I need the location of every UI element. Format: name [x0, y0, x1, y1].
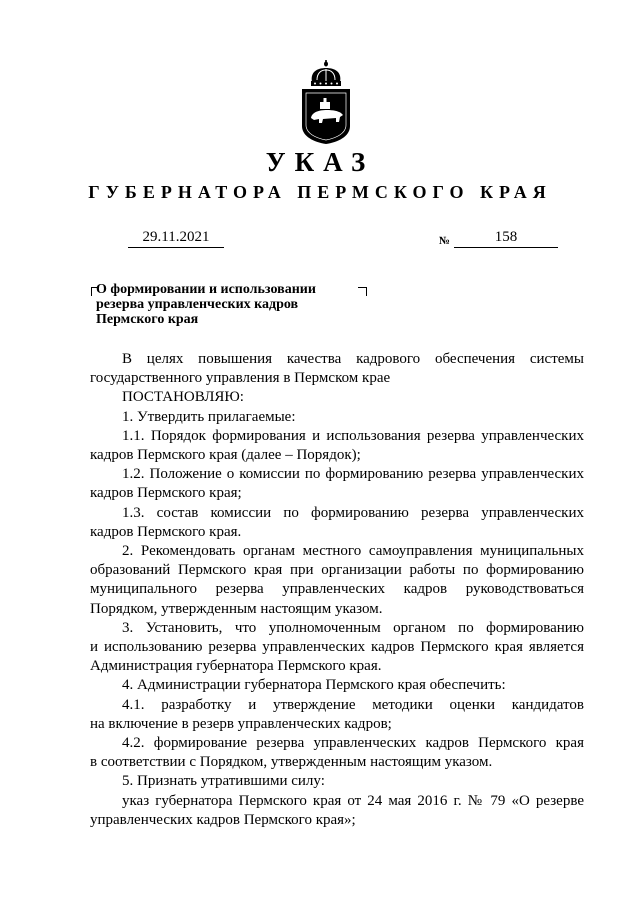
number-label: №	[439, 235, 451, 247]
paragraph-3-cont: и использованию резерва управленческих кадров Пермского края является	[90, 639, 584, 656]
paragraph-2-cont: муниципального резерва управленческих кадров руководствоваться	[90, 581, 584, 598]
paragraph-1-1: 1.1. Порядок формирования и использования резерва управленческих	[122, 427, 584, 444]
paragraph-1-2-cont: кадров Пермского края;	[90, 485, 242, 502]
paragraph-4-1-cont: на включение в резерв управленческих кадров;	[90, 715, 392, 732]
subject-line: О формировании и использовании	[96, 282, 316, 297]
paragraph-1-1-cont: кадров Пермского края (далее – Порядок);	[90, 447, 361, 464]
shield-icon	[302, 89, 350, 144]
subject-line: резерва управленческих кадров	[96, 297, 299, 312]
paragraph-1-2: 1.2. Положение о комиссии по формированию резерва управленческих	[122, 466, 584, 483]
intro-line: государственного управления в Пермском крае	[90, 370, 391, 387]
paragraph-4-2-cont: в соответствии с Порядком, утвержденным настоящим указом.	[90, 754, 493, 771]
intro-line: В целях повышения качества кадрового обеспечения системы	[122, 351, 584, 367]
paragraph-2-cont: Порядком, утвержденным настоящим указом.	[90, 600, 383, 617]
subject-corner-right	[358, 287, 367, 296]
coat-of-arms-emblem	[299, 60, 353, 144]
paragraph-5: 5. Признать утратившими силу:	[122, 773, 325, 790]
document-subtitle: ГУБЕРНАТОРА ПЕРМСКОГО КРАЯ	[88, 182, 552, 202]
document-number: 158	[454, 229, 558, 248]
paragraph-1-3-cont: кадров Пермского края.	[90, 523, 242, 540]
paragraph-4-1: 4.1. разработку и утверждение методики оценки кандидатов	[122, 696, 584, 713]
document-title: УКАЗ	[265, 147, 375, 177]
paragraph-5-1: указ губернатора Пермского края от 24 мая 2016 г. № 79 «О резерве	[122, 792, 584, 809]
paragraph-3-cont: Администрация губернатора Пермского края.	[90, 658, 382, 675]
document-body	[90, 350, 584, 830]
document-date: 29.11.2021	[128, 229, 224, 248]
paragraph-5-1-cont: управленческих кадров Пермского края»;	[90, 811, 356, 828]
subject-line: Пермского края	[96, 312, 199, 327]
decree-word: ПОСТАНОВЛЯЮ:	[122, 389, 244, 406]
paragraph-3: 3. Установить, что уполномоченным органом по формированию	[122, 619, 584, 636]
paragraph-4: 4. Администрации губернатора Пермского края обеспечить:	[122, 677, 506, 694]
crown-icon	[311, 60, 341, 86]
paragraph-4-2: 4.2. формирование резерва управленческих кадров Пермского края	[122, 735, 584, 752]
paragraph-1-3: 1.3. состав комиссии по формированию резерва управленческих	[122, 504, 584, 521]
paragraph-1: 1. Утвердить прилагаемые:	[122, 408, 296, 425]
document-subject	[96, 282, 356, 327]
paragraph-2: 2. Рекомендовать органам местного самоуправления муниципальных	[122, 543, 584, 560]
paragraph-2-cont: образований Пермского края при организации работы по формированию	[90, 562, 584, 579]
